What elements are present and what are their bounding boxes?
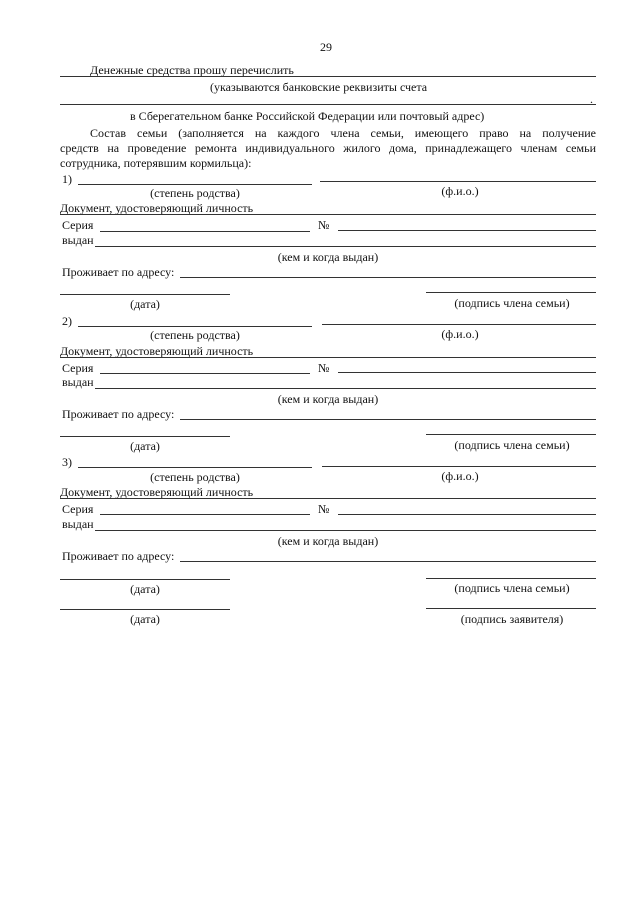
fio-caption: (ф.и.о.)	[441, 327, 479, 341]
fio-caption: (ф.и.о.)	[441, 469, 479, 483]
address-field[interactable]	[180, 561, 596, 562]
series-field[interactable]	[100, 373, 310, 374]
relation-caption: (степень родства)	[150, 186, 240, 200]
id-document-label: Документ, удостоверяющий личность	[60, 201, 254, 215]
issued-field[interactable]	[95, 530, 596, 531]
bank-details-caption: (указываются банковские реквизиты счета	[210, 80, 428, 94]
address-label: Проживает по адресу:	[62, 407, 175, 421]
series-field[interactable]	[100, 514, 310, 515]
series-field[interactable]	[100, 231, 310, 232]
member-index: 2)	[62, 314, 72, 328]
member-signature-field[interactable]	[426, 434, 596, 435]
address-field[interactable]	[180, 419, 596, 420]
date-field[interactable]	[60, 436, 230, 437]
issued-by-caption: (кем и когда выдан)	[277, 392, 379, 406]
series-label: Серия	[62, 502, 94, 516]
id-document-label: Документ, удостоверяющий личность	[60, 344, 254, 358]
family-intro-line-1: Состав семьи (заполняется на каждого члена семьи, имеющего право на получение	[90, 126, 596, 140]
issued-by-caption: (кем и когда выдан)	[277, 250, 379, 264]
member-signature-caption: (подпись члена семьи)	[454, 438, 570, 452]
fio-field[interactable]	[320, 181, 596, 182]
fio-caption: (ф.и.о.)	[441, 184, 479, 198]
date-field[interactable]	[60, 294, 230, 295]
applicant-date-field[interactable]	[60, 609, 230, 610]
issued-label: выдан	[62, 375, 94, 389]
transfer-line	[60, 76, 596, 77]
member-index: 3)	[62, 455, 72, 469]
end-dot: .	[590, 92, 593, 106]
relation-field[interactable]	[78, 467, 312, 468]
series-label: Серия	[62, 218, 94, 232]
issued-by-caption: (кем и когда выдан)	[277, 534, 379, 548]
member-signature-caption: (подпись члена семьи)	[454, 581, 570, 595]
member-signature-field[interactable]	[426, 292, 596, 293]
fio-field[interactable]	[322, 466, 596, 467]
id-document-line	[60, 357, 596, 358]
relation-field[interactable]	[78, 326, 312, 327]
applicant-date-caption: (дата)	[130, 612, 160, 626]
id-document-line	[60, 214, 596, 215]
address-label: Проживает по адресу:	[62, 549, 175, 563]
applicant-signature-caption: (подпись заявителя)	[460, 612, 564, 626]
date-caption: (дата)	[130, 439, 160, 453]
id-document-line	[60, 498, 596, 499]
issued-label: выдан	[62, 233, 94, 247]
applicant-signature-field[interactable]	[426, 608, 596, 609]
relation-field[interactable]	[78, 184, 312, 185]
relation-caption: (степень родства)	[150, 328, 240, 342]
id-document-label: Документ, удостоверяющий личность	[60, 485, 254, 499]
member-signature-caption: (подпись члена семьи)	[454, 296, 570, 310]
number-field[interactable]	[338, 514, 596, 515]
number-field[interactable]	[338, 372, 596, 373]
bank-line	[60, 104, 596, 105]
address-field[interactable]	[180, 277, 596, 278]
issued-field[interactable]	[95, 246, 596, 247]
fio-field[interactable]	[322, 324, 596, 325]
member-signature-field[interactable]	[426, 578, 596, 579]
date-caption: (дата)	[130, 297, 160, 311]
issued-field[interactable]	[95, 388, 596, 389]
transfer-request-label: Денежные средства прошу перечислить	[90, 63, 294, 77]
page-number: 29	[320, 40, 332, 54]
family-intro-line-2: средств на проведение ремонта индивидуального жилого дома, принадлежащего членам семьи	[60, 141, 596, 155]
member-index: 1)	[62, 172, 72, 186]
address-label: Проживает по адресу:	[62, 265, 175, 279]
relation-caption: (степень родства)	[150, 470, 240, 484]
number-sign: №	[318, 218, 330, 232]
number-sign: №	[318, 361, 330, 375]
series-label: Серия	[62, 361, 94, 375]
number-field[interactable]	[338, 230, 596, 231]
number-sign: №	[318, 502, 330, 516]
family-intro-line-3: сотрудника, потерявшим кормильца):	[60, 156, 252, 170]
date-field[interactable]	[60, 579, 230, 580]
issued-label: выдан	[62, 517, 94, 531]
bank-caption-2: в Сберегательном банке Российской Федерации или почтовый адрес)	[130, 109, 485, 123]
date-caption: (дата)	[130, 582, 160, 596]
